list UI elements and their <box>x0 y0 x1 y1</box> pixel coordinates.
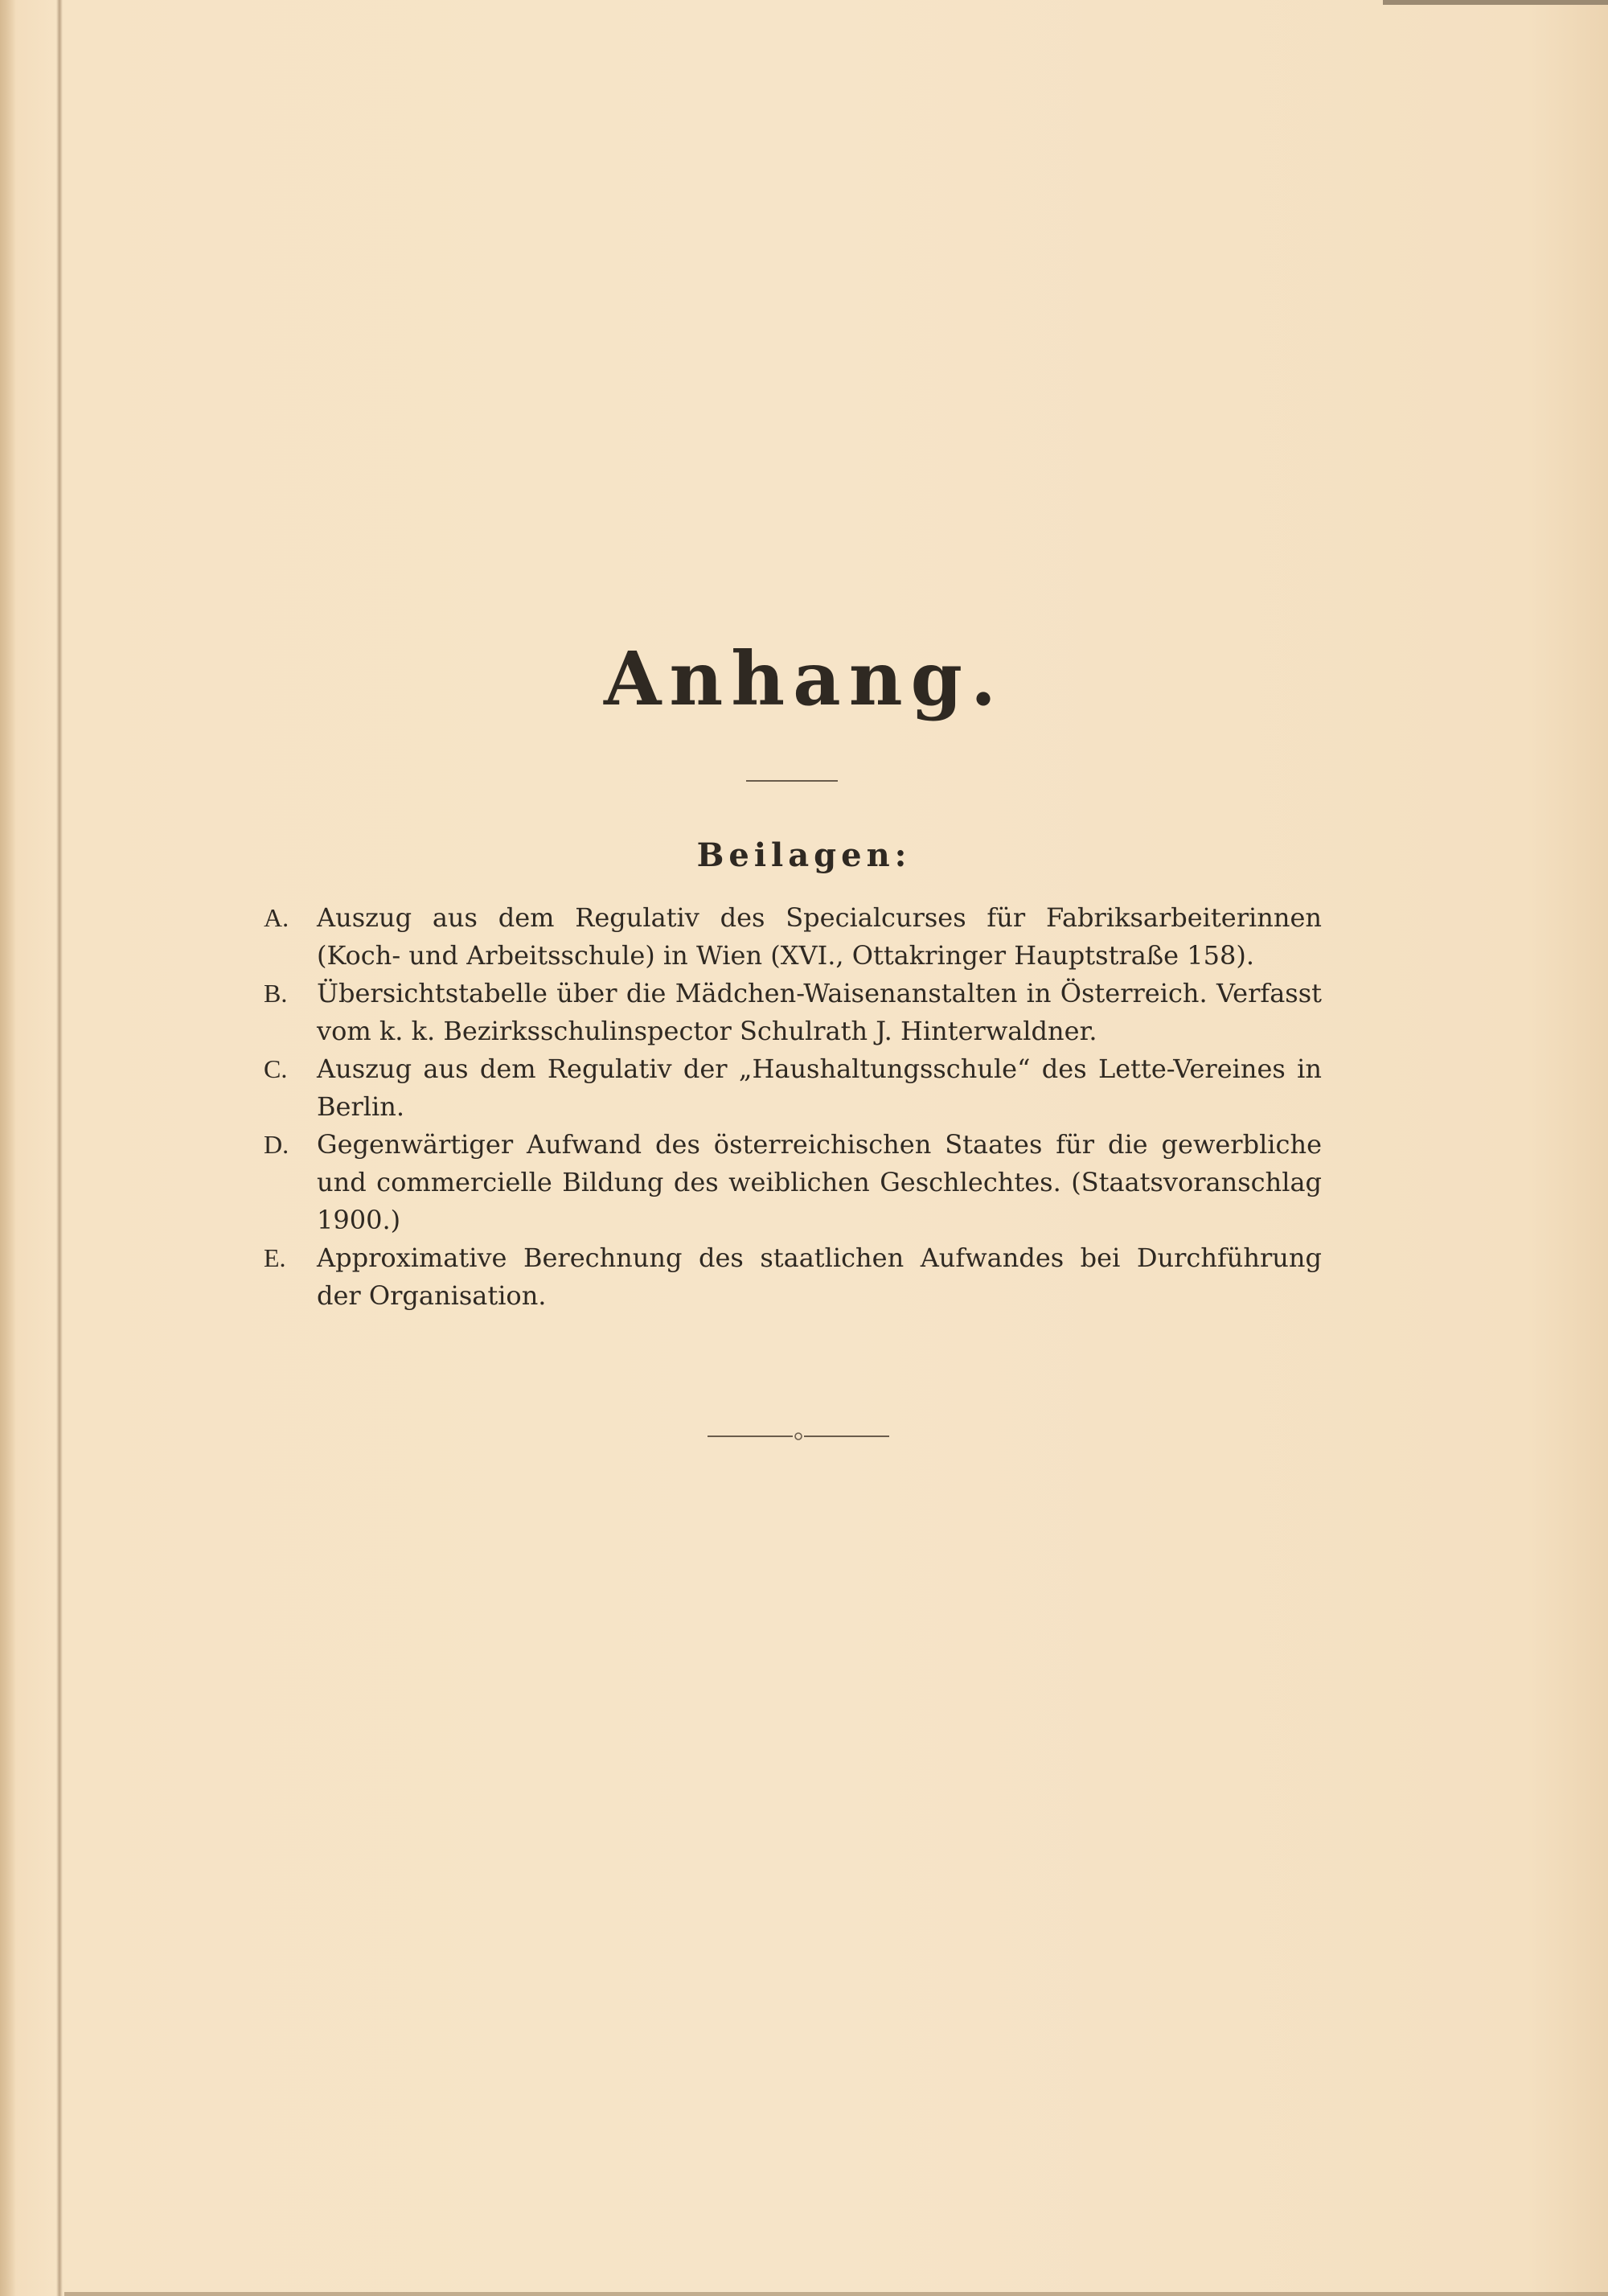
list-item-text: Übersichtstabelle über die Mädchen-Waisenanstalten in Österreich. Verfasst vom k. k. Bezirksschulinspector Schulrath J. Hinterwaldner. <box>317 978 1322 1046</box>
list-item <box>260 1126 1322 1239</box>
list-item-letter: B. <box>264 979 288 1008</box>
page-bottom-edge <box>64 2292 1608 2296</box>
list-item-text: Gegenwärtiger Aufwand des österreichischen Staates für die gewerbliche und commercielle Bildung des weiblichen Geschlechtes. (Staatsvoranschlag 1900.) <box>317 1129 1322 1235</box>
list-item-letter: E. <box>264 1243 286 1272</box>
list-item-text: Auszug aus dem Regulativ der „Haushaltungsschule“ des Lette-Vereines in Berlin. <box>317 1054 1322 1122</box>
page-title: Anhang. <box>603 635 1004 722</box>
list-item-text: Approximative Berechnung des staatlichen Aufwandes bei Durchführung der Organisation. <box>317 1242 1322 1311</box>
title-divider <box>746 780 838 782</box>
appendix-list <box>260 899 1322 1315</box>
section-heading: Beilagen: <box>696 836 912 874</box>
page-top-edge <box>1383 0 1608 5</box>
list-item-letter: C. <box>264 1054 288 1083</box>
list-item-letter: A. <box>264 903 289 932</box>
list-item <box>260 975 1322 1050</box>
list-item <box>260 1050 1322 1126</box>
binding-gutter <box>56 0 63 2296</box>
list-item <box>260 1239 1322 1315</box>
list-item <box>260 899 1322 975</box>
list-item-letter: D. <box>264 1130 289 1159</box>
end-ornament <box>708 1431 889 1441</box>
list-item-text: Auszug aus dem Regulativ des Specialcurses für Fabriksarbeiterinnen (Koch- und Arbeitsschule) in Wien (XVI., Ottakringer Hauptstraße 158). <box>317 902 1322 971</box>
page-left-edge <box>0 0 16 2296</box>
